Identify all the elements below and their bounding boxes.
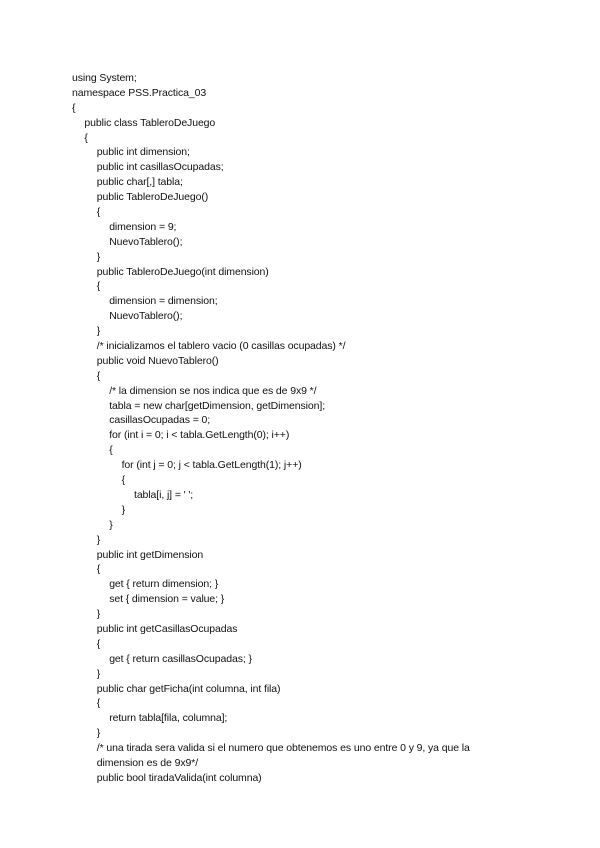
- code-line: {: [96, 697, 101, 710]
- code-line: }: [96, 250, 101, 263]
- code-line: set { dimension = value; }: [109, 593, 225, 606]
- code-line: public class TableroDeJuego: [84, 116, 216, 129]
- code-line: }: [96, 325, 101, 338]
- code-line: dimension es de 9x9*/: [96, 756, 199, 769]
- code-line: public int dimension;: [96, 146, 190, 159]
- code-line: casillasOcupadas = 0;: [109, 414, 211, 427]
- code-line: public TableroDeJuego(int dimension): [96, 265, 269, 278]
- code-line: namespace PSS.Practica_03: [72, 86, 207, 99]
- code-line: }: [109, 518, 113, 531]
- code-line: }: [96, 667, 101, 680]
- code-line: for (int j = 0; j < tabla.GetLength(1); j++): [121, 459, 302, 472]
- code-line: {: [96, 280, 101, 293]
- code-line: tabla = new char[getDimension, getDimension];: [109, 399, 326, 412]
- code-line: {: [96, 369, 101, 382]
- code-line: {: [84, 131, 88, 144]
- code-line: NuevoTablero();: [109, 310, 183, 323]
- code-line: /* la dimension se nos indica que es de 9x9 */: [109, 384, 317, 397]
- code-line: {: [109, 444, 113, 457]
- code-line: get { return casillasOcupadas; }: [109, 652, 252, 665]
- code-line: public int getDimension: [96, 548, 204, 561]
- code-line: {: [96, 637, 101, 650]
- code-line: for (int i = 0; i < tabla.GetLength(0); i++): [109, 429, 290, 442]
- code-listing: [72, 71, 592, 786]
- code-line: public bool tiradaValida(int columna): [96, 771, 262, 784]
- code-line: /* inicializamos el tablero vacio (0 casillas ocupadas) */: [96, 340, 346, 353]
- code-line: public char getFicha(int columna, int fila): [96, 682, 281, 695]
- code-line: dimension = 9;: [109, 220, 177, 233]
- code-line: public void NuevoTablero(): [96, 354, 219, 367]
- code-line: get { return dimension; }: [109, 578, 219, 591]
- code-line: public TableroDeJuego(): [96, 191, 209, 204]
- code-line: NuevoTablero();: [109, 235, 183, 248]
- code-line: tabla[i, j] = ' ';: [134, 488, 194, 501]
- code-line: /* una tirada sera valida si el numero que obtenemos es uno entre 0 y 9, ya que la: [96, 742, 470, 755]
- code-line: dimension = dimension;: [109, 295, 218, 308]
- code-line: }: [96, 608, 101, 621]
- code-line: public int casillasOcupadas;: [96, 161, 224, 174]
- code-line: return tabla[fila, columna];: [109, 712, 228, 725]
- code-line: public char[,] tabla;: [96, 176, 183, 189]
- code-line: public int getCasillasOcupadas: [96, 622, 238, 635]
- code-line: {: [121, 474, 126, 487]
- code-line: using System;: [72, 72, 137, 84]
- code-line: {: [72, 101, 76, 114]
- code-line: }: [96, 533, 101, 546]
- code-line: }: [96, 727, 101, 740]
- code-line: {: [96, 206, 101, 219]
- code-line: }: [121, 503, 126, 516]
- code-line: {: [96, 563, 101, 576]
